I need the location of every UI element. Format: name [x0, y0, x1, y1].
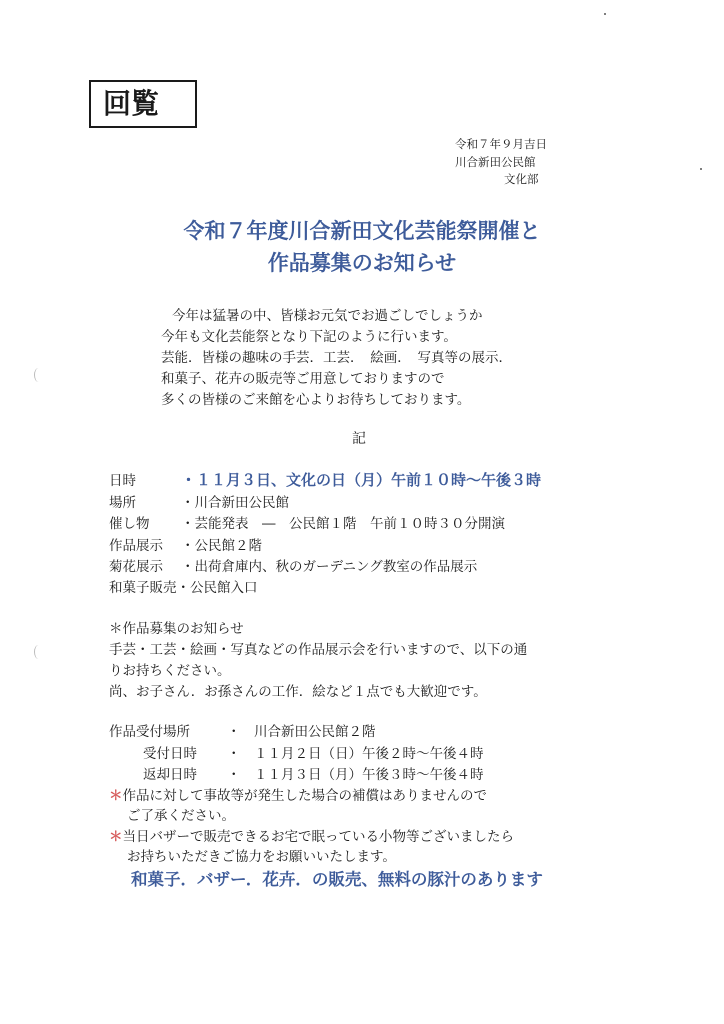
- detail-label: 催し物: [109, 516, 150, 532]
- reception-accept-value: ・ １１月２日（日）午後２時～午後４時: [227, 746, 484, 762]
- detail-value: ・公民館２階: [181, 538, 262, 554]
- detail-row-place: [109, 493, 289, 514]
- recruit-line-3: 尚、お子さん．お孫さんの工作．絵など１点でも大歓迎です。: [109, 684, 487, 700]
- organization-name: 川合新田公民館: [455, 155, 536, 169]
- detail-label: 場所: [109, 495, 136, 511]
- notation-heading: 記: [352, 431, 366, 447]
- detail-label: 作品展示: [109, 538, 163, 554]
- detail-row-exhibit: [109, 536, 262, 557]
- reception-accept-label: 受付日時: [143, 746, 197, 762]
- detail-row-datetime: [109, 470, 541, 492]
- note-2-continued: お持ちいただきご協力をお願いいたします。: [127, 849, 396, 865]
- detail-value: ・芸能発表 ― 公民館１階 午前１０時３０分開演: [181, 516, 505, 532]
- detail-label: 日時: [109, 473, 136, 489]
- detail-value: ・１１月３日、文化の日（月）午前１０時～午後３時: [181, 471, 542, 489]
- scan-speck: [700, 168, 702, 170]
- detail-value: ・公民館入口: [176, 580, 258, 596]
- reception-place-label: 作品受付場所: [109, 724, 190, 740]
- intro-line-1: 今年は猛暑の中、皆様お元気でお過ごしでしょうか: [172, 308, 483, 324]
- reception-place-value: ・ 川合新田公民館２階: [227, 724, 376, 740]
- final-announcement: 和菓子．バザー．花卉．の販売、無料の豚汁のあります: [131, 870, 543, 889]
- issue-date: 令和７年９月吉日: [455, 137, 547, 151]
- reception-place-row: [109, 722, 376, 743]
- asterisk-icon: ＊: [109, 788, 123, 804]
- reception-return-row: [143, 765, 484, 786]
- scan-speck: [604, 13, 606, 15]
- detail-row-events: [109, 514, 505, 535]
- note-2: [109, 827, 514, 848]
- reception-return-value: ・ １１月３日（月）午後３時～午後４時: [227, 767, 484, 783]
- title-line-2: 作品募集のお知らせ: [267, 250, 457, 275]
- reception-accept-row: [143, 744, 484, 765]
- recruit-line-1: 手芸・工芸・絵画・写真などの作品展示会を行いますので、以下の通: [109, 642, 528, 658]
- note-1-continued: ご了承ください。: [127, 808, 235, 824]
- title-line-1: 令和７年度川合新田文化芸能祭開催と: [183, 218, 541, 243]
- note-2-text: 当日バザーで販売できるお宅で眠っている小物等ございましたら: [122, 829, 514, 845]
- department-name: 文化部: [504, 172, 539, 186]
- scan-crease-mark: [34, 645, 43, 659]
- intro-line-2: 今年も文化芸能祭となり下記のように行います。: [161, 329, 457, 345]
- detail-row-sweets: [109, 578, 258, 599]
- detail-value: ・出荷倉庫内、秋のガーデニング教室の作品展示: [181, 559, 478, 575]
- recruit-line-2: りお持ちください。: [109, 663, 231, 679]
- reception-return-label: 返却日時: [143, 767, 197, 783]
- note-1-text: 作品に対して事故等が発生した場合の補償はありませんので: [122, 788, 487, 804]
- intro-line-4: 和菓子、花卉の販売等ご用意しておりますので: [161, 371, 445, 387]
- circulation-stamp: 回覧: [89, 80, 197, 128]
- detail-label: 和菓子販売: [109, 580, 177, 596]
- intro-line-3: 芸能．皆様の趣味の手芸．工芸． 絵画． 写真等の展示．: [161, 350, 512, 366]
- recruit-heading: ＊作品募集のお知らせ: [109, 621, 244, 637]
- scan-crease-mark: [34, 368, 43, 382]
- detail-row-chrysanthemum: [109, 557, 477, 578]
- detail-label: 菊花展示: [109, 559, 163, 575]
- detail-value: ・川合新田公民館: [181, 495, 289, 511]
- intro-line-5: 多くの皆様のご来館を心よりお待ちしております。: [161, 392, 471, 408]
- asterisk-icon: ＊: [109, 829, 123, 845]
- note-1: [109, 786, 487, 807]
